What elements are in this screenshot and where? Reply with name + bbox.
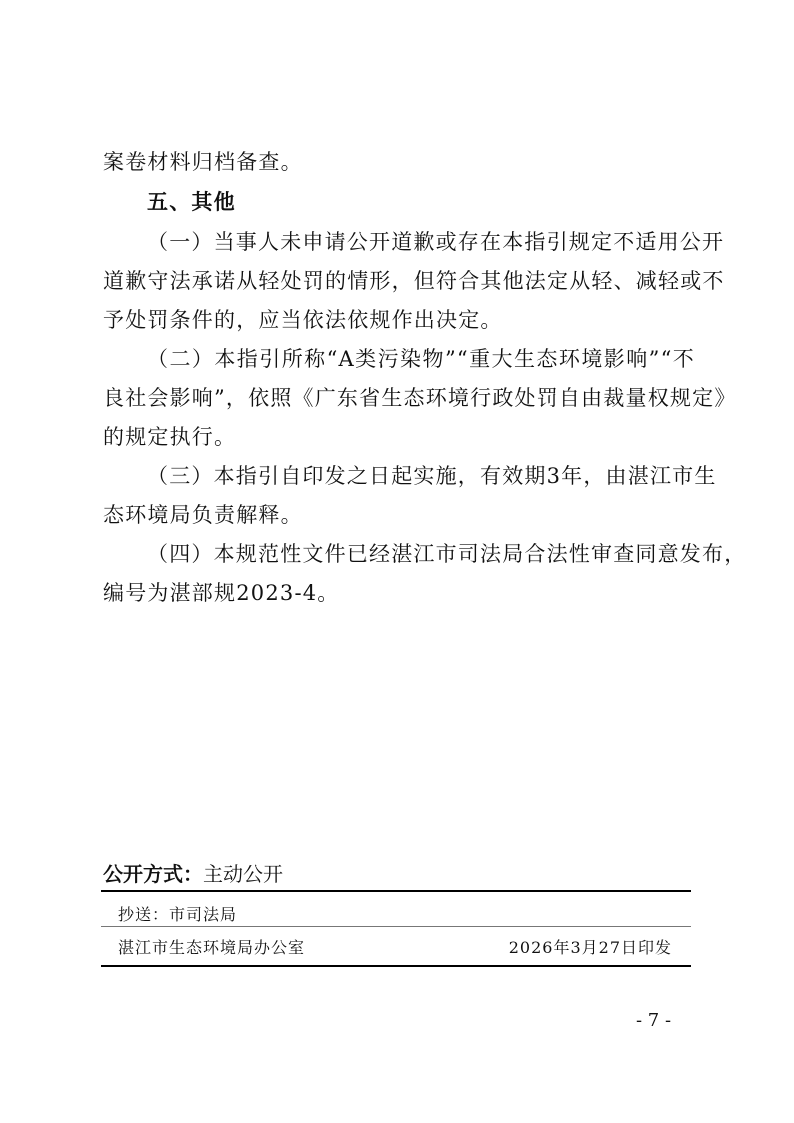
body-line: 案卷材料归档备查。: [103, 150, 303, 174]
issue-date: 2026年3月27日印发: [508, 938, 672, 957]
body-line: （二）本指引所称“A类污染物”“重大生态环境影响”“不: [147, 347, 695, 371]
section-heading: 五、其他: [147, 190, 236, 214]
publicity-label: 公开方式：: [103, 862, 203, 886]
publicity-method: [103, 858, 283, 887]
cc-line: 抄送：市司法局: [118, 905, 238, 924]
body-line: 予处罚条件的，应当依法依规作出决定。: [103, 308, 503, 332]
body-line: （三）本指引自印发之日起实施，有效期3年，由湛江市生: [147, 464, 717, 488]
divider-middle: [101, 926, 691, 927]
body-line: 道歉守法承诺从轻处罚的情形，但符合其他法定从轻、减轻或不: [103, 269, 725, 293]
page-number: - 7 -: [636, 1010, 672, 1031]
body-line: 态环境局负责解释。: [103, 503, 303, 527]
divider-bottom: [101, 965, 691, 967]
issuer: 湛江市生态环境局办公室: [118, 938, 306, 957]
body-line: 的规定执行。: [103, 425, 237, 449]
body-line: （一）当事人未申请公开道歉或存在本指引规定不适用公开: [147, 230, 725, 254]
divider-top: [101, 890, 691, 892]
body-line: 编号为湛部规2023-4。: [103, 581, 340, 605]
publicity-value: 主动公开: [203, 862, 283, 886]
body-line: 良社会影响”，依照《广东省生态环境行政处罚自由裁量权规定》: [103, 386, 737, 410]
body-line: （四）本规范性文件已经湛江市司法局合法性审查同意发布，: [147, 542, 747, 566]
